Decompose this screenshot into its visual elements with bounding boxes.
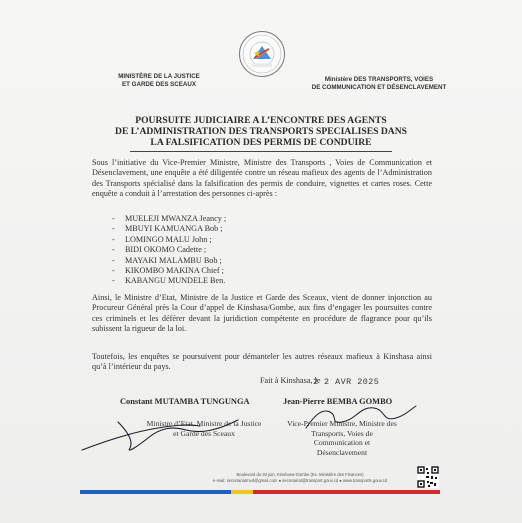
list-item: - BIDI OKOMO Cadette ; [112,245,226,255]
signatory-name-justice: Constant MUTAMBA TUNGUNGA [120,397,250,406]
intro-paragraph: Sous l’initiative du Vice-Premier Ministre, Ministre des Transports , Voies de Communication et Désenclavement, une enquête a été diligentée contre un réseau mafieux des agents de l’Administration des Transports spécialisé dans la falsification des permis de conduire, vignettes et cartes roses. Cette enquête a conduit à l’arrestation des personnes ci-après : [92,158,432,198]
signatory-title-justice [124,419,284,438]
title-underline [130,151,392,152]
document-title [90,115,432,148]
footer-address: Boulevard du 30 juin, Kinshasa-Gombe (Ex. Ministère des Finances) [236,472,364,477]
qr-code-icon [417,466,439,488]
signatory-name-transports: Jean-Pierre BEMBA GOMBO [283,397,393,406]
ministry-right-line-1: Ministère DES TRANSPORTS, VOIES [324,76,434,83]
list-item: - MAYAKI MALAMBU Bob ; [112,256,226,266]
title-line-1: POURSUITE JUDICIAIRE A L’ENCONTRE DES AGENTS [135,115,387,126]
government-seal-icon [239,31,285,77]
flag-bar-blue [80,490,231,494]
conclusion-paragraph: Toutefois, les enquêtes se poursuivent pour démanteler les autres réseaux mafieux à Kinshasa ainsi qu’à l’intérieur du pays. [92,352,432,372]
signatory-title-transports-line-1: Vice-Premier Ministre, Ministre des [287,419,397,428]
ministry-justice-header [94,73,224,89]
list-item: - MUELEJI MWANZA Jeancy ; [112,214,226,224]
footer-email: e-mail: secretariatmvd@gmail.com ● secretariat@transport.gouv.cd ● www.transports.gouv.cd [212,478,388,483]
signatory-title-transports-line-3: Désenclavement [316,447,368,457]
place-label: Fait à Kinshasa, le [260,376,321,385]
list-item: - MBUYI KAMUANGA Bob ; [112,224,226,234]
ministry-right-line-2: DE COMMUNICATION ET DÉSENCLAVEMENT [311,84,447,91]
ministry-left-line-2: ET GARDE DES SCEAUX [122,81,196,88]
flag-bar-red [253,490,440,494]
footer-contact [200,472,400,484]
flag-color-bar [80,490,440,494]
arrested-persons-list [112,214,226,287]
signatory-title-justice-line-1: Ministre d’Etat, Ministre de la Justice [146,419,262,428]
title-line-3: LA FALSIFICATION DES PERMIS DE CONDUIRE [150,137,372,148]
ministry-left-line-1: MINISTÈRE DE LA JUSTICE [118,73,200,80]
signatory-title-transports-line-2: Transports, Voies de Communication et [311,428,373,447]
list-item: - KIKOMBO MAKINA Chief ; [112,266,226,276]
title-line-2: DE L’ADMINISTRATION DES TRANSPORTS SPECIALISES DANS [115,126,407,137]
flag-bar-yellow [231,490,253,494]
injunction-paragraph: Ainsi, le Ministre d’Etat, Ministre de la Justice et Garde des Sceaux, vient de donner injonction au Procureur Général près la Cour d’appel de Kinshasa/Gombe, aux fins d’engager les poursuites contre ces criminels et les déférer devant la juridiction compétente en procédure de flagrance pour qu’ils subissent la rigueur de la loi. [92,293,432,333]
list-item: - LOMINGO MALU John ; [112,235,226,245]
signatory-title-justice-line-2: et Garde des Sceaux [173,428,235,438]
date-stamp: 2 2 AVR 2025 [313,377,380,387]
signatory-title-transports [287,419,397,457]
list-item: - KABANGU MUNDELE Ben. [112,276,226,286]
ministry-transports-header [300,76,458,92]
